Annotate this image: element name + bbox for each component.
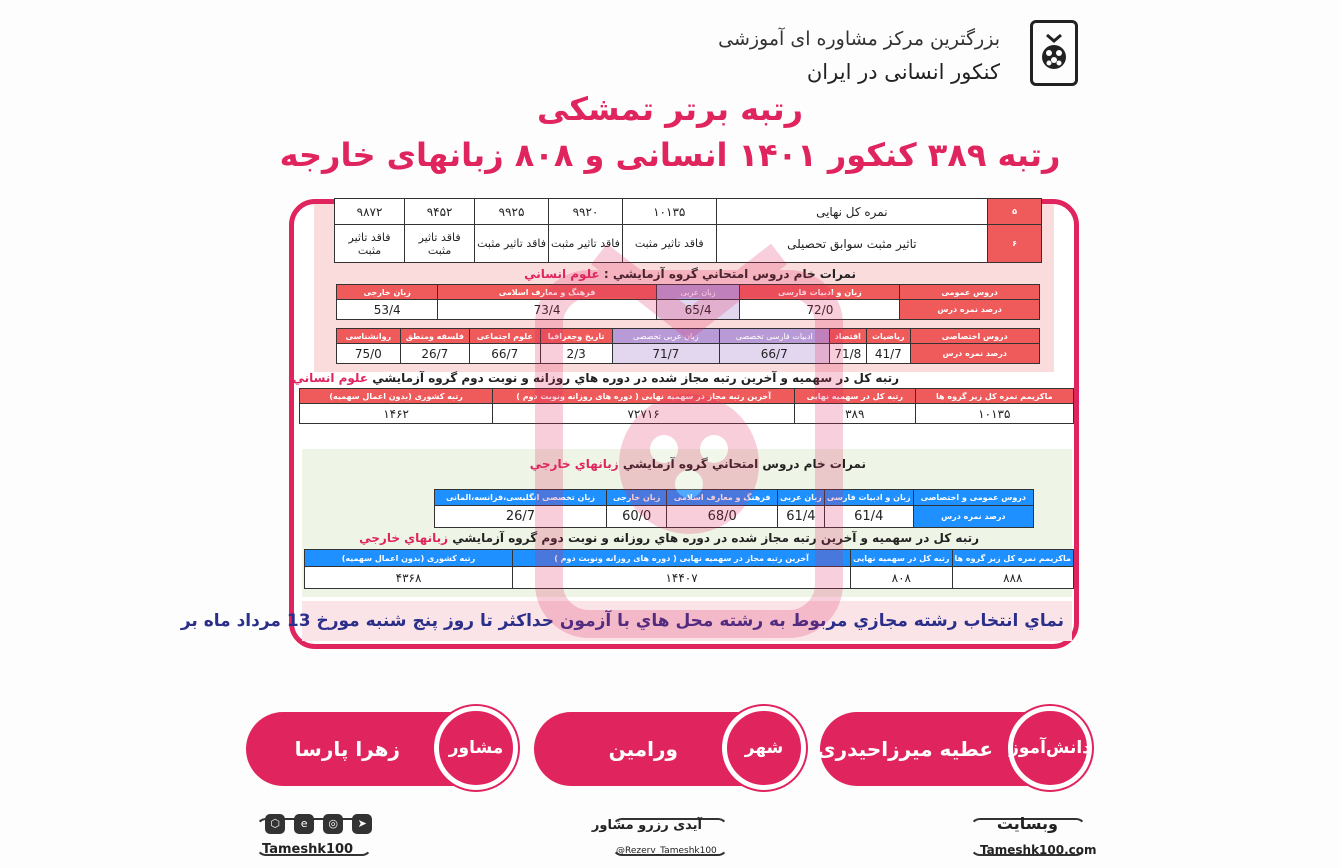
table-cell: 66/7 bbox=[719, 344, 829, 364]
row-label: درصد نمره درس bbox=[900, 300, 1040, 320]
table-cell: فاقد تاثیر مثبت bbox=[405, 225, 475, 263]
humanities-general-table bbox=[336, 284, 1040, 320]
column-header: ادبیات فارسی تخصصی bbox=[719, 329, 829, 344]
header-label: دروس عمومی bbox=[900, 285, 1040, 300]
table-cell: 61/4 bbox=[824, 506, 913, 528]
student-label: دانش‌آموز bbox=[1008, 706, 1092, 790]
humanities-rank-title: رتبه کل در سهمیه و آخرین رتبه مجاز شده در دوره هاي روزانه و نوبت دوم گروه آزمايشي علوم انساني bbox=[292, 371, 899, 385]
top-score-table bbox=[334, 198, 1042, 263]
column-header: روانشناسی bbox=[337, 329, 401, 344]
table-cell: فاقد تاثیر مثبت bbox=[335, 225, 405, 263]
social-handle[interactable]: Tameshk100 bbox=[262, 842, 354, 857]
column-header: فلسفه ومنطق bbox=[400, 329, 469, 344]
column-header: آخرین رتبه مجاز در سهمیه نهایی ( دوره های روزانه ونوبت دوم ) bbox=[513, 550, 851, 567]
column-header: فرهنگ و معارف اسلامی bbox=[667, 490, 777, 506]
table-cell: 60/0 bbox=[606, 506, 667, 528]
table-cell: 75/0 bbox=[337, 344, 401, 364]
city-name: ورامین bbox=[608, 737, 678, 761]
report-card bbox=[180, 199, 1079, 649]
column-header: زبان عربی تخصصی bbox=[612, 329, 719, 344]
telegram-icon[interactable]: ➤ bbox=[352, 814, 372, 834]
column-header: اقتصاد bbox=[829, 329, 867, 344]
column-header: ماکزیمم نمره کل زیر گروه ها bbox=[952, 550, 1073, 567]
column-header: زبان عربی bbox=[777, 490, 824, 506]
column-header: زبان خارجی bbox=[337, 285, 438, 300]
website-label: وبسایت bbox=[996, 814, 1058, 833]
advisor-label: مشاور bbox=[434, 706, 518, 790]
table-cell: ۹۸۷۲ bbox=[335, 199, 405, 225]
humanities-rank-table bbox=[299, 388, 1074, 424]
table-cell: 66/7 bbox=[470, 344, 541, 364]
hexagon-logo-icon[interactable]: ⬡ bbox=[265, 814, 285, 834]
table-cell: 26/7 bbox=[400, 344, 469, 364]
brand-tagline: بزرگترین مرکز مشاوره ای آموزشی bbox=[718, 28, 1000, 50]
column-header: فرهنگ و معارف اسلامی bbox=[438, 285, 656, 300]
reserve-label: آیدی رزرو مشاور bbox=[591, 818, 702, 833]
table-cell: ۴۳۶۸ bbox=[305, 567, 513, 589]
table-cell: 73/4 bbox=[438, 300, 656, 320]
city-label: شهر bbox=[722, 706, 806, 790]
social-icons bbox=[263, 812, 374, 834]
table-cell: 41/7 bbox=[867, 344, 910, 364]
column-header: تاریخ وجغرافیا bbox=[540, 329, 612, 344]
table-cell: ۸۰۸ bbox=[851, 567, 952, 589]
table-cell: ۱۴۶۲ bbox=[300, 404, 493, 424]
table-cell: ۷۲۷۱۶ bbox=[493, 404, 795, 424]
table-cell: فاقد تاثیر مثبت bbox=[549, 225, 623, 263]
header-label: دروس اختصاصی bbox=[910, 329, 1039, 344]
column-header: رتبه کل در سهمیه نهایی bbox=[794, 389, 915, 404]
column-header: زبان و ادبیات فارسی bbox=[740, 285, 900, 300]
table-cell: فاقد تاثیر مثبت bbox=[622, 225, 716, 263]
row-label: درصد نمره درس bbox=[910, 344, 1039, 364]
eitaa-icon[interactable]: e bbox=[294, 814, 314, 834]
table-cell: 61/4 bbox=[777, 506, 824, 528]
humanities-special-table bbox=[336, 328, 1040, 364]
table-cell: ۹۹۲۵ bbox=[475, 199, 549, 225]
table-cell: ۹۴۵۲ bbox=[405, 199, 475, 225]
languages-rank-table bbox=[304, 549, 1074, 589]
row-number: ۶ bbox=[988, 225, 1042, 263]
column-header: زبان تخصصی انگلیسی،فرانسه،المانی bbox=[435, 490, 607, 506]
header-label: دروس عمومی و اختصاصی bbox=[913, 490, 1033, 506]
raspberry-icon bbox=[1037, 29, 1071, 77]
table-cell: 71/7 bbox=[612, 344, 719, 364]
student-name: عطیه میرزاحیدری bbox=[817, 737, 993, 761]
languages-score-table bbox=[434, 489, 1034, 528]
page-subtitle: رتبه ۳۸۹ کنکور ۱۴۰۱ انسانی و ۸۰۸ زبانهای خارجه bbox=[279, 136, 1061, 174]
table-cell: 53/4 bbox=[337, 300, 438, 320]
row-label: نمره کل نهایی bbox=[716, 199, 988, 225]
humanities-title: نمرات خام دروس امتحاني گروه آزمايشي : علوم انساني bbox=[524, 267, 856, 281]
table-cell: 65/4 bbox=[656, 300, 740, 320]
row-number: ۵ bbox=[988, 199, 1042, 225]
column-header: علوم اجتماعی bbox=[470, 329, 541, 344]
languages-title: نمرات خام دروس امتحاني گروه آزمايشي زبانهاي خارجي bbox=[529, 457, 866, 471]
advisor-name: زهرا پارسا bbox=[294, 737, 400, 761]
table-cell: 2/3 bbox=[540, 344, 612, 364]
brand-name: کنکور انسانی در ایران bbox=[806, 60, 1000, 84]
table-cell: 68/0 bbox=[667, 506, 777, 528]
table-cell: ۱۴۴۰۷ bbox=[513, 567, 851, 589]
table-cell: ۱۰۱۳۵ bbox=[622, 199, 716, 225]
column-header: آخرین رتبه مجاز در سهمیه نهایی ( دوره های روزانه ونوبت دوم ) bbox=[493, 389, 795, 404]
reserve-id[interactable]: @Rezerv_Tameshk100 bbox=[616, 846, 717, 856]
table-cell: 26/7 bbox=[435, 506, 607, 528]
column-header: رتبه کل در سهمیه نهایی bbox=[851, 550, 952, 567]
column-header: ریاضیات bbox=[867, 329, 910, 344]
notice-text: نماي انتخاب رشته مجازي مربوط به رشته محل هاي با آزمون حداکثر تا روز پنج شنبه مورخ 13 مرداد ماه بر bbox=[302, 601, 1072, 641]
column-header: ماکزیمم نمره کل زیر گروه ها bbox=[915, 389, 1073, 404]
row-label: درصد نمره درس bbox=[913, 506, 1033, 528]
table-cell: 72/0 bbox=[740, 300, 900, 320]
row-label: تاثیر مثبت سوابق تحصیلی bbox=[716, 225, 988, 263]
languages-rank-title: رتبه کل در سهمیه و آخرین رتبه مجاز شده در دوره هاي روزانه و نوبت دوم گروه آزمايشي زبانهاي خارجي bbox=[359, 531, 979, 545]
website-link[interactable]: Tameshk100.com bbox=[980, 843, 1097, 857]
brand-logo bbox=[1030, 20, 1078, 86]
table-cell: ۳۸۹ bbox=[794, 404, 915, 424]
table-cell: 71/8 bbox=[829, 344, 867, 364]
column-header: رتبه کشوری (بدون اعمال سهمیه) bbox=[305, 550, 513, 567]
page-title: رتبه برتر تمشکی bbox=[536, 90, 804, 128]
table-cell: فاقد تاثیر مثبت bbox=[475, 225, 549, 263]
table-cell: ۸۸۸ bbox=[952, 567, 1073, 589]
column-header: زبان عربی bbox=[656, 285, 740, 300]
table-cell: ۱۰۱۳۵ bbox=[915, 404, 1073, 424]
table-cell: ۹۹۲۰ bbox=[549, 199, 623, 225]
column-header: زبان و ادبیات فارسی bbox=[824, 490, 913, 506]
instagram-icon[interactable]: ◎ bbox=[323, 814, 343, 834]
column-header: زبان خارجی bbox=[606, 490, 667, 506]
column-header: رتبه کشوری (بدون اعمال سهمیه) bbox=[300, 389, 493, 404]
